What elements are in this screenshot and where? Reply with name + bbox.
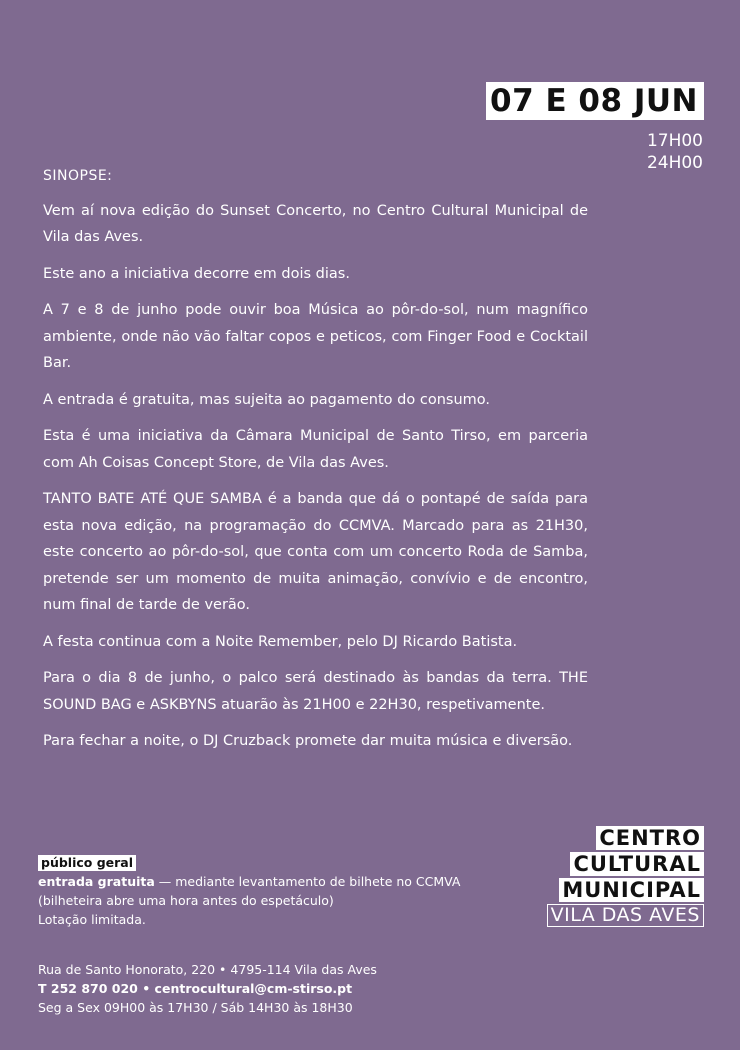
logo-line-vila-das-aves: VILA DAS AVES [547, 904, 704, 927]
capacity-note: Lotação limitada. [38, 912, 146, 927]
synopsis-paragraph: Para o dia 8 de junho, o palco será destinado às bandas da terra. THE SOUND BAG e ASKBYNS atuarão às 21H00 e 22H30, respetivamente. [43, 670, 588, 713]
footer-phone-email: T 252 870 020 • centrocultural@cm-stirso.pt [38, 981, 353, 996]
logo-line-municipal: MUNICIPAL [559, 878, 704, 902]
entry-line [38, 872, 508, 891]
synopsis-paragraph: Para fechar a noite, o DJ Cruzback promete dar muita música e diversão. [43, 733, 573, 749]
synopsis-paragraph: A entrada é gratuita, mas sujeita ao pagamento do consumo. [43, 391, 490, 408]
synopsis-section [43, 163, 588, 765]
ticket-info [38, 853, 508, 929]
start-time: 17H00 [646, 131, 703, 151]
synopsis-heading: SINOPSE: [43, 168, 113, 184]
ccmva-logo [547, 826, 704, 927]
entry-description: — mediante levantamento de bilhete no CCMVA [154, 874, 461, 889]
synopsis-paragraph: A festa continua com a Noite Remember, pelo DJ Ricardo Batista. [43, 633, 518, 650]
footer-contact [38, 960, 377, 1017]
logo-line-centro: CENTRO [596, 826, 704, 850]
synopsis-paragraph: Vem aí nova edição do Sunset Concerto, no Centro Cultural Municipal de Vila das Aves. [43, 202, 588, 245]
event-date-badge: 07 E 08 JUN [486, 82, 704, 120]
entry-free-label: entrada gratuita [38, 874, 155, 889]
logo-line-cultural: CULTURAL [570, 852, 704, 876]
footer-address: Rua de Santo Honorato, 220 • 4795-114 Vila das Aves [38, 962, 377, 977]
footer-hours: Seg a Sex 09H00 às 17H30 / Sáb 14H30 às 18H30 [38, 1000, 353, 1015]
ticket-office-note: (bilheteira abre uma hora antes do espetáculo) [38, 893, 334, 908]
synopsis-paragraph: A 7 e 8 de junho pode ouvir boa Música ao pôr-do-sol, num magnífico ambiente, onde não vão faltar copos e peticos, com Finger Food e Cocktail Bar. [43, 302, 588, 371]
audience-tag: público geral [38, 855, 136, 871]
event-times [647, 130, 703, 174]
synopsis-paragraph: Este ano a iniciativa decorre em dois dias. [43, 265, 350, 282]
synopsis-paragraph: Esta é uma iniciativa da Câmara Municipal de Santo Tirso, em parceria com Ah Coisas Concept Store, de Vila das Aves. [43, 428, 588, 471]
end-time: 24H00 [646, 153, 703, 173]
synopsis-paragraph: TANTO BATE ATÉ QUE SAMBA é a banda que dá o pontapé de saída para esta nova edição, na programação do CCMVA. Marcado para as 21H30, este concerto ao pôr-do-sol, que conta com um concerto Roda de Samba, pretende ser um momento de muita animação, convívio e de encontro, num final de tarde de verão. [43, 491, 588, 613]
